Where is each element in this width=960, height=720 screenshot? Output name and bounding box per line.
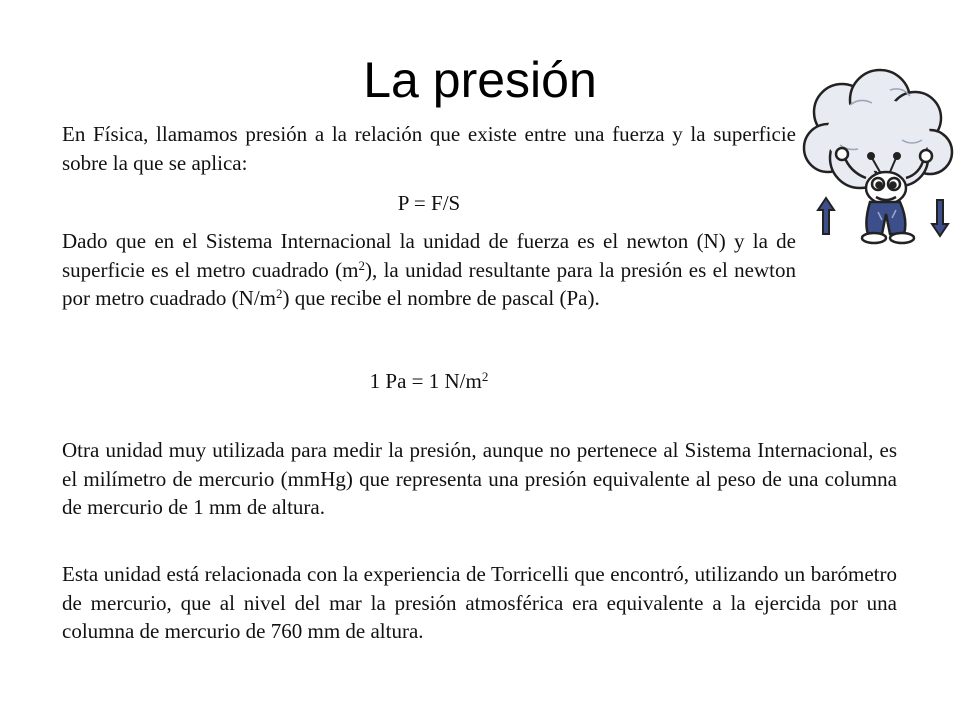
text-segment: Dado que en el Sistema Internacional la unidad de fuerza es el newton (N) y la de superficie es el metro cuadrado (m <box>62 229 796 282</box>
cloud-character-drawing <box>790 60 960 250</box>
superscript: 2 <box>358 257 365 273</box>
text-segment: ) que recibe el nombre de pascal (Pa). <box>282 286 600 310</box>
cartoon-character-under-cloud-icon <box>790 60 960 250</box>
superscript: 2 <box>276 286 283 301</box>
formula-text: 1 Pa = 1 N/m <box>369 369 482 393</box>
paragraph-si-units <box>62 227 796 313</box>
text-segment: ), la unidad resultante para la presión es el newton por metro cuadrado (N/m <box>62 257 796 310</box>
paragraph-mmhg: Otra unidad muy utilizada para medir la presión, aunque no pertenece al Sistema Internacional, es el milímetro de mercurio (mmHg) que representa una presión equivalente al peso de una columna de mercurio de 1 mm de altura. <box>62 438 897 519</box>
slide-title: La presión <box>363 52 597 108</box>
paragraph-pressure-definition: En Física, llamamos presión a la relación que existe entre una fuerza y la superficie sobre la que se aplica: <box>62 122 796 175</box>
superscript: 2 <box>481 369 489 384</box>
paragraph-torricelli: Esta unidad está relacionada con la experiencia de Torricelli que encontró, utilizando un barómetro de mercurio, que al nivel del mar la presión atmosférica era equivalente a la ejercida por una columna de mercurio de 760 mm de altura. <box>62 562 897 643</box>
formula-pascal <box>62 367 796 395</box>
formula-pressure: P = F/S <box>397 191 461 215</box>
